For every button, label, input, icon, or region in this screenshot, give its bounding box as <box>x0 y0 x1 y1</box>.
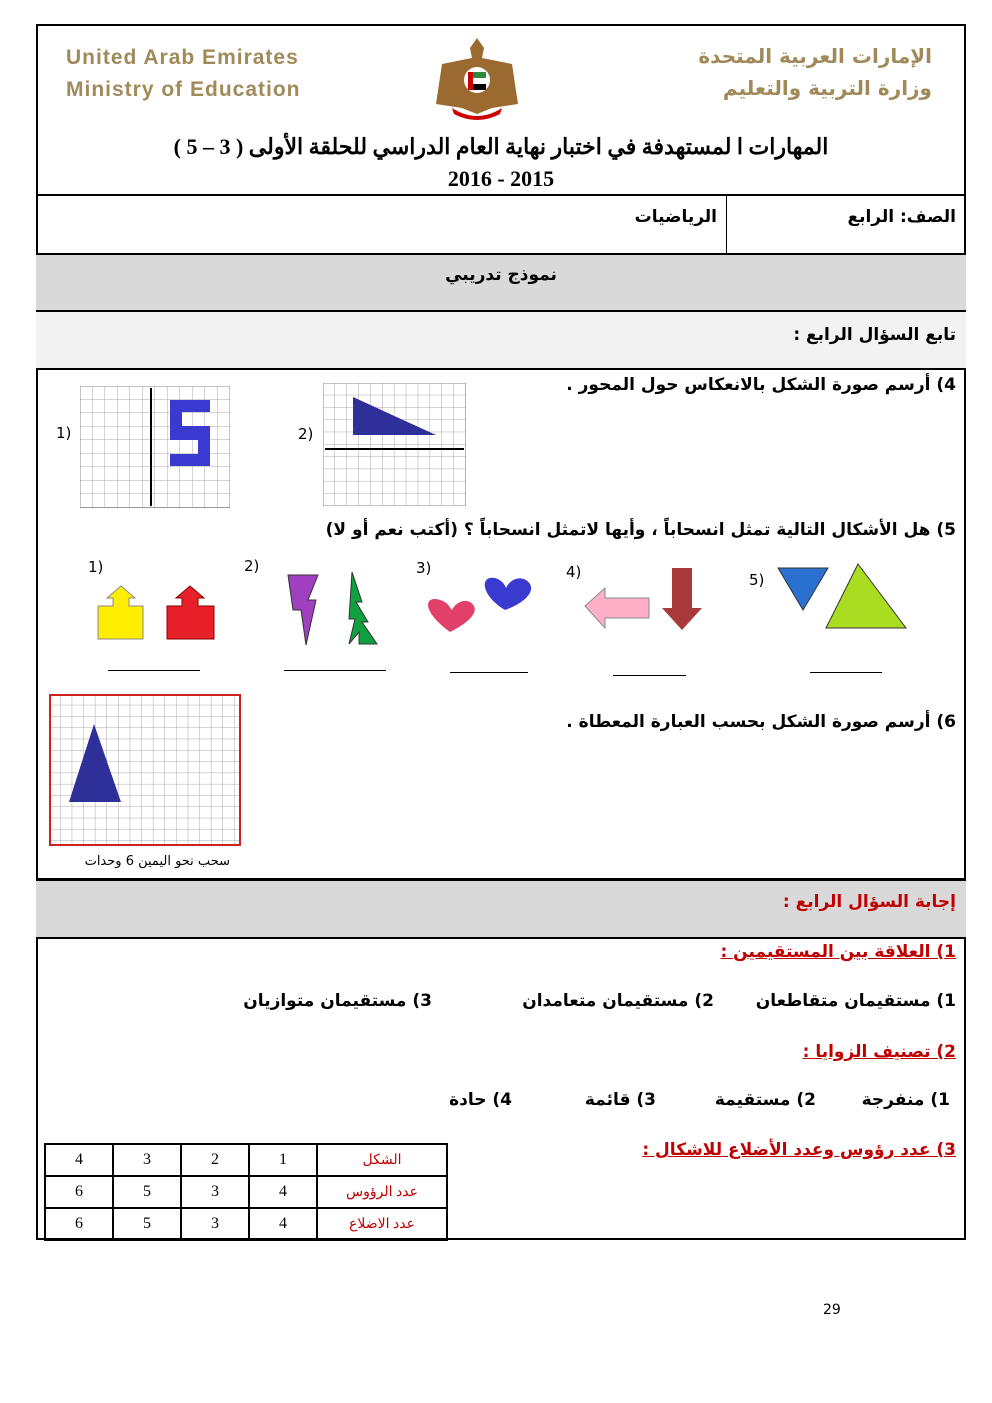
table-row-header: عدد الاضلاع <box>317 1208 447 1240</box>
table-row <box>45 1208 447 1240</box>
answer-1-title: 1) العلاقة بين المستقيمين : <box>720 942 956 962</box>
table-cell: 4 <box>45 1144 113 1176</box>
continuation-label: تابع السؤال الرابع : <box>793 325 956 345</box>
table-row <box>45 1176 447 1208</box>
table-row-header: عدد الرؤوس <box>317 1176 447 1208</box>
answer-1-item: 2) مستقيمان متعامدان <box>522 991 714 1011</box>
q4-grid-1 <box>80 386 230 508</box>
answer-2-item: 4) حادة <box>449 1090 512 1110</box>
table-row-header: الشكل <box>317 1144 447 1176</box>
section-title: نموذج تدريبي <box>445 265 557 285</box>
logo-ar-line1: الإمارات العربية المتحدة <box>698 44 932 68</box>
table-cell: 6 <box>45 1208 113 1240</box>
table-cell: 5 <box>113 1176 181 1208</box>
q5-shapes <box>90 560 920 650</box>
q5-item4-label: 4) <box>566 563 582 581</box>
question-6: 6) أرسم صورة الشكل بحسب العبارة المعطاة . <box>566 712 956 732</box>
table-cell: 1 <box>249 1144 317 1176</box>
question-4: 4) أرسم صورة الشكل بالانعكاس حول المحور . <box>566 375 956 395</box>
table-cell: 3 <box>181 1176 249 1208</box>
q4-item1-label: 1) <box>56 424 72 442</box>
table-cell: 6 <box>45 1176 113 1208</box>
table-cell: 2 <box>181 1144 249 1176</box>
q6-grid <box>49 694 241 846</box>
q5-item5-label: 5) <box>749 571 765 589</box>
table-row <box>45 1144 447 1176</box>
answer-2-item: 3) قائمة <box>584 1090 656 1110</box>
table-cell: 4 <box>249 1208 317 1240</box>
shapes-table <box>44 1143 448 1241</box>
answer-1-item: 3) مستقيمان متوازيان <box>243 991 432 1011</box>
subject-label: الرياضيات <box>634 207 717 227</box>
q4-item2-label: 2) <box>298 425 314 443</box>
logo-en-line1: United Arab Emirates <box>66 46 299 69</box>
answer-1-item: 1) مستقيمان متقاطعان <box>755 991 956 1011</box>
q5-item3-label: 3) <box>416 559 432 577</box>
answer-3-title: 3) عدد رؤوس وعدد الأضلاع للاشكال : <box>642 1140 956 1160</box>
question-5: 5) هل الأشكال التالية تمثل انسحاباً ، وأيها لاتمثل انسحاباً ؟ (أكتب نعم أو لا) <box>325 520 956 540</box>
table-cell: 4 <box>249 1176 317 1208</box>
answer-2-title: 2) تصنيف الزوايا : <box>802 1042 956 1062</box>
q6-caption: سحب نحو اليمين 6 وحدات <box>84 854 230 869</box>
logo-ar-line2: وزارة التربية والتعليم <box>722 76 932 100</box>
page-number: 29 <box>823 1302 841 1318</box>
table-cell: 5 <box>113 1208 181 1240</box>
grade-label: الصف: الرابع <box>847 207 956 227</box>
uae-emblem-icon <box>432 34 522 120</box>
table-cell: 3 <box>113 1144 181 1176</box>
logo-en-line2: Ministry of Education <box>66 78 301 101</box>
academic-year: 2016 - 2015 <box>447 166 555 191</box>
answer-2-item: 2) مستقيمة <box>714 1090 816 1110</box>
q5-item1-label: 1) <box>88 558 104 576</box>
q4-grid-2 <box>323 383 466 506</box>
page-title: المهارات ا لمستهدفة في اختبار نهاية العام الدراسي للحلقة الأولى ( 3 – 5 ) <box>173 134 829 159</box>
table-cell: 3 <box>181 1208 249 1240</box>
q5-item2-label: 2) <box>244 557 260 575</box>
answers-header: إجابة السؤال الرابع : <box>782 892 956 912</box>
answer-2-item: 1) منفرجة <box>861 1090 950 1110</box>
